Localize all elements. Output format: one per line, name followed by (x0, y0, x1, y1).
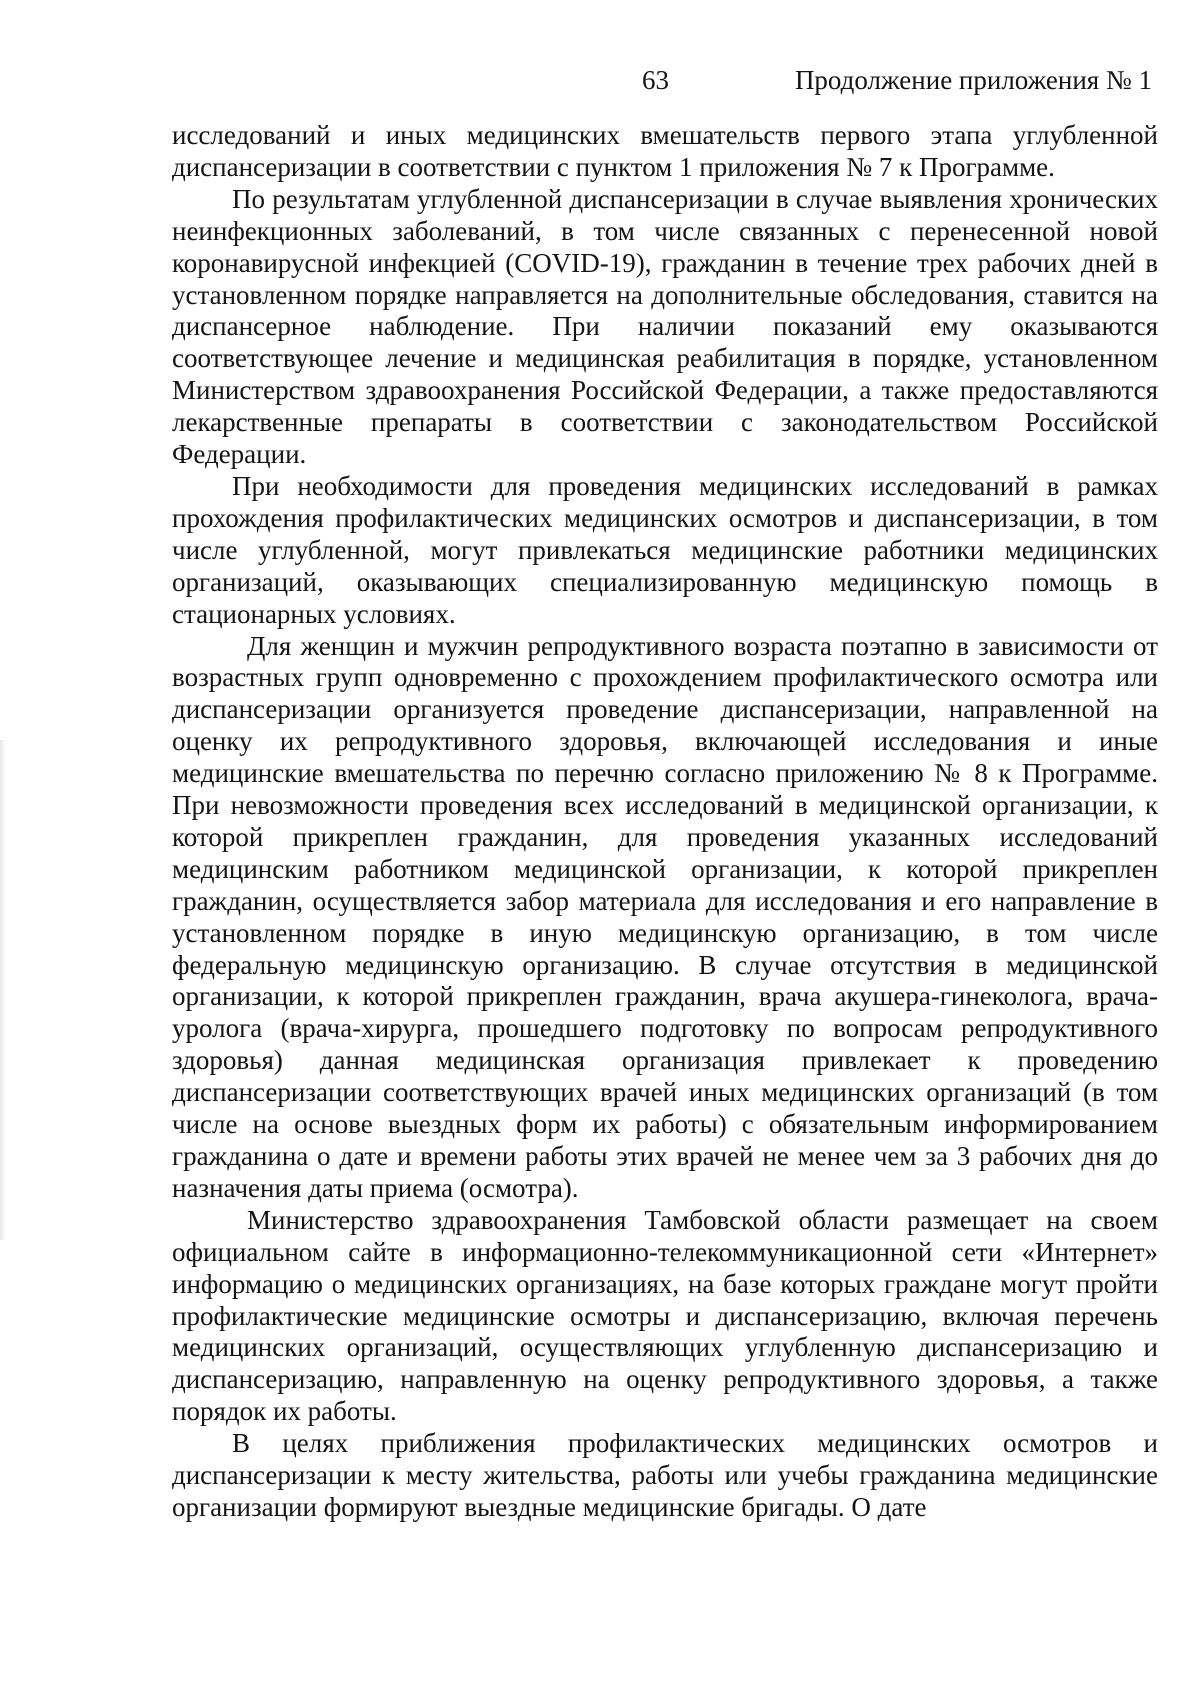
paragraph-reproductive-health: Для женщин и мужчин репродуктивного возраста поэтапно в зависимости от возрастных групп одновременно с прохождением профилактического осмотра или диспансеризации организуется проведение диспансеризации, направленной на оценку их репродуктивного здоровья, включающей исследования и иные медицинские вмешательства по перечню согласно приложению № 8 к Программе. При невозможности проведения всех исследований в медицинской организации, к которой прикреплен гражданин, для проведения указанных исследований медицинским работником медицинской организации, к которой прикреплен гражданин, осуществляется забор материала для исследования и его направление в установленном порядке в иную медицинскую организацию, в том числе федеральную медицинскую организацию. В случае отсутствия в медицинской организации, к которой прикреплен гражданин, врача акушера-гинеколога, врача-уролога (врача-хирурга, прошедшего подготовку по вопросам репродуктивного здоровья) данная медицинская организация привлекает к проведению диспансеризации соответствующих врачей иных медицинских организаций (в том числе на основе выездных форм их работы) с обязательным информированием гражданина о дате и времени работы этих врачей не менее чем за 3 рабочих дня до назначения даты приема (осмотра). (172, 630, 1158, 1203)
paragraph-deep-screening-results: По результатам углубленной диспансеризации в случае выявления хронических неинфекционных заболеваний, в том числе связанных с перенесенной новой коронавирусной инфекцией (COVID-19), гражданин в течение трех рабочих дней в установленном порядке направляется на дополнительные обследования, ставится на диспансерное наблюдение. При наличии показаний ему оказываются соответствующее лечение и медицинская реабилитация в порядке, установленном Министерством здравоохранения Российской Федерации, а также предоставляются лекарственные препараты в соответствии с законодательством Российской Федерации. (172, 183, 1158, 470)
paragraph-specialists-involvement: При необходимости для проведения медицинских исследований в рамках прохождения профилактических медицинских осмотров и диспансеризации, в том числе углубленной, могут привлекаться медицинские работники медицинских организаций, оказывающих специализированную медицинскую помощь в стационарных условиях. (172, 470, 1158, 629)
paragraph-continuation: исследований и иных медицинских вмешательств первого этапа углубленной диспансеризации в соответствии с пунктом 1 приложения № 7 к Программе. (172, 120, 1158, 182)
document-body (172, 120, 1158, 1524)
page-header (0, 60, 1200, 100)
paragraph-ministry-website: Министерство здравоохранения Тамбовской области размещает на своем официальном сайте в информационно-телекоммуникационной сети «Интернет» информацию о медицинских организациях, на базе которых граждане могут пройти профилактические медицинские осмотры и диспансеризацию, включая перечень медицинских организаций, осуществляющих углубленную диспансеризацию и диспансеризацию, направленную на оценку репродуктивного здоровья, а также порядок их работы. (172, 1204, 1158, 1427)
page-number: 63 (642, 65, 669, 95)
header-title: Продолжение приложения № 1 (794, 65, 1152, 95)
paragraph-mobile-teams: В целях приближения профилактических медицинских осмотров и диспансеризации к месту жительства, работы или учебы гражданина медицинские организации формируют выездные медицинские бригады. О дате (172, 1428, 1158, 1522)
scan-edge-shadow (0, 740, 6, 1240)
